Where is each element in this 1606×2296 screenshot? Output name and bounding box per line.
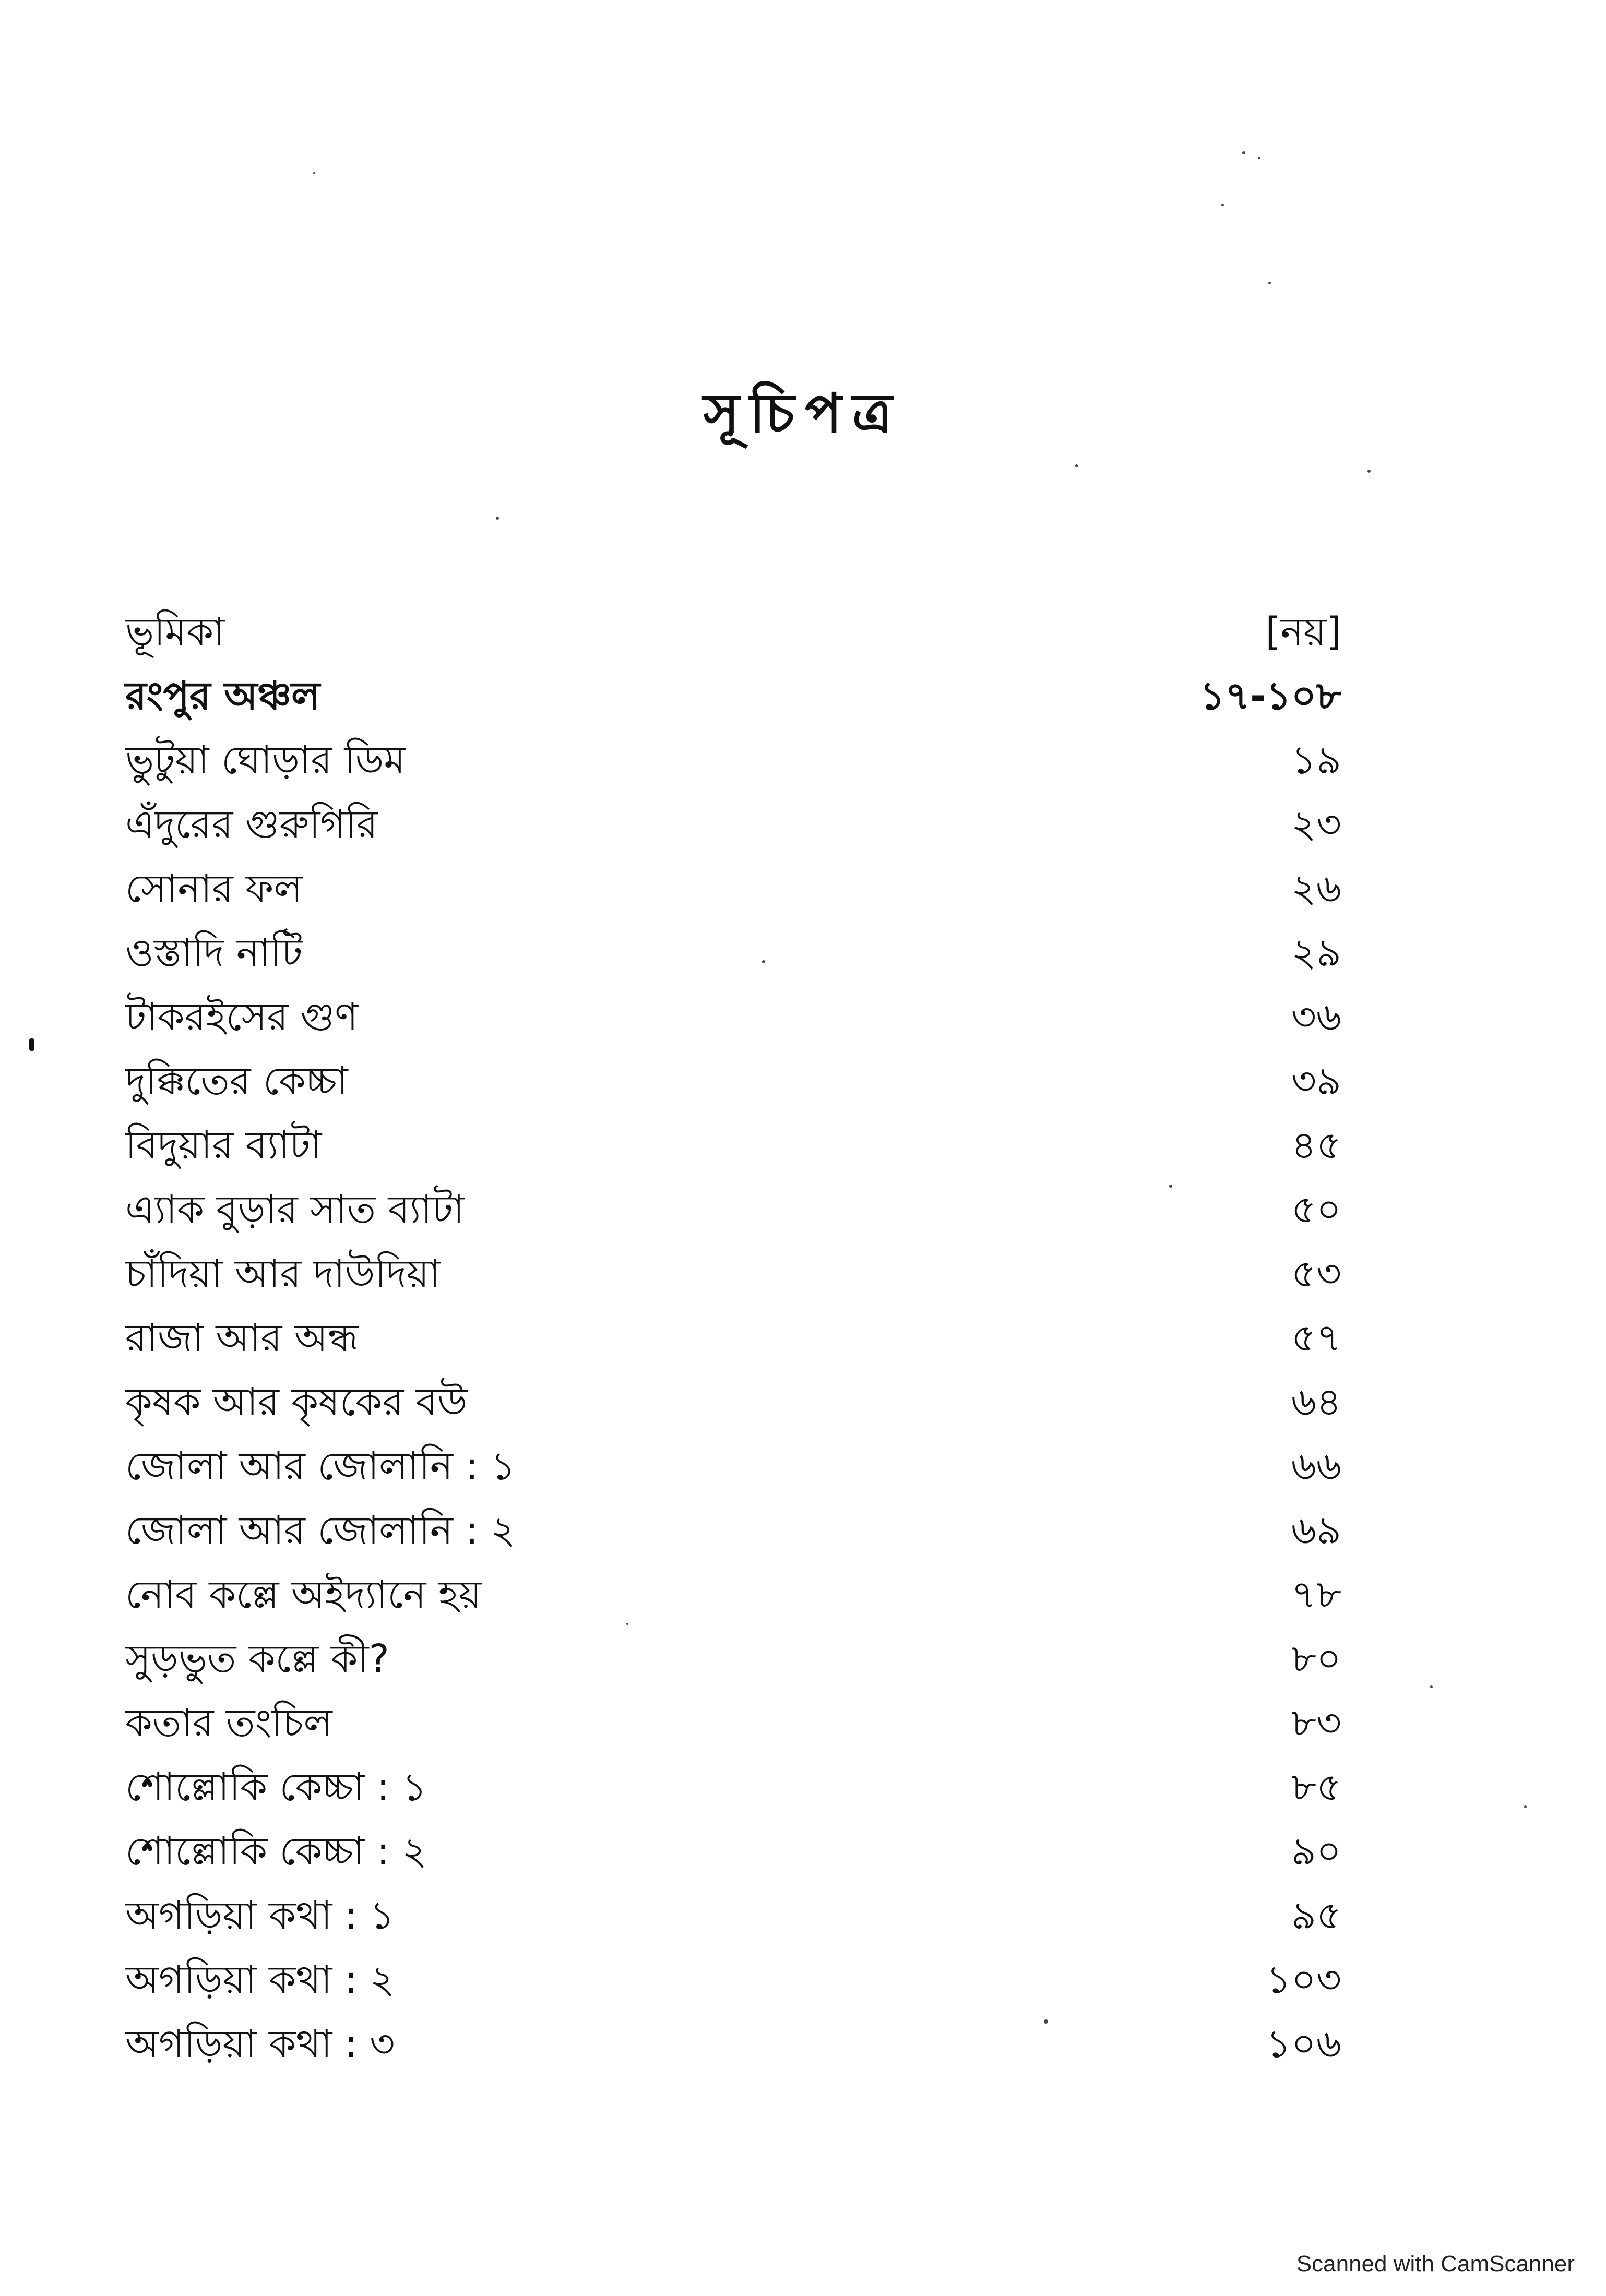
toc-entry-page: ৪৫ [1291,1123,1341,1168]
toc-entry-page: ৩৯ [1291,1059,1341,1104]
toc-entry-page: ৭৮ [1291,1572,1341,1617]
toc-entry-page: ৫৭ [1291,1316,1341,1360]
toc-entry-page: ১৯ [1291,738,1341,783]
toc-entry-title: সোনার ফল [125,866,303,911]
toc-row [125,1884,1341,1948]
toc-row [125,1948,1341,2012]
toc-entry-page: ৬৪ [1291,1380,1341,1425]
toc-entry-page: ৮০ [1291,1636,1341,1681]
toc-row [125,1049,1341,1114]
scan-speck [1268,282,1271,284]
toc-entry-title: এ্যাক বুড়ার সাত ব্যাটা [125,1187,465,1232]
toc-entry-page: ৫৩ [1291,1251,1341,1296]
toc-row [125,857,1341,921]
toc-entry-title: বিদুয়ার ব্যাটা [125,1123,322,1168]
toc-row [125,1370,1341,1434]
toc-row [125,2012,1341,2076]
toc-section-title: রংপুর অঞ্চল [125,674,320,719]
toc-entry-title: চাঁদিয়া আর দাউদিয়া [125,1251,441,1296]
toc-row [125,1691,1341,1755]
toc-entry-page: ৯০ [1291,1829,1341,1874]
toc-entry-title: জোলা আর জোলানি : ২ [125,1508,516,1553]
toc-entry-page: ১০৩ [1266,1957,1341,2002]
scan-speck [1258,157,1260,159]
toc-entry-title: শোল্লোকি কেচ্চা : ১ [125,1765,427,1810]
scan-speck [1367,470,1371,473]
toc-section-page-range: ১৭-১০৮ [1200,674,1341,719]
toc-row [125,1434,1341,1499]
toc-entry-title: অগড়িয়া কথা : ৩ [125,2022,395,2066]
toc-entry-page: ২৩ [1291,802,1341,847]
scan-speck [496,517,499,520]
toc-row [125,1563,1341,1627]
toc-entry-title: ওস্তাদি নাটি [125,930,303,975]
toc-row [125,921,1341,985]
toc-entry-page: ৯৫ [1291,1893,1341,1938]
toc-entry-page: ৩৬ [1291,995,1341,1039]
toc-entry-page: ৫০ [1291,1187,1341,1232]
scan-speck [1524,1805,1527,1808]
toc-entry-title: কতার তংচিল [125,1701,332,1745]
scanner-watermark: Scanned with CamScanner [1296,2251,1575,2277]
toc-row [125,1820,1341,1884]
toc-entry-page: ৮৩ [1291,1701,1341,1745]
toc-row [125,1242,1341,1306]
scan-speck [1221,204,1224,206]
toc-row [125,1627,1341,1691]
scan-speck [1430,1685,1433,1688]
toc-entry-title: ভুটুয়া ঘোড়ার ডিম [125,738,406,783]
toc-entry-title: নোব কল্লে অইদ্যানে হয় [125,1572,482,1617]
toc-entry-page: ৮৫ [1291,1765,1341,1810]
toc-entry-title: শোল্লোকি কেচ্চা : ২ [125,1829,427,1874]
toc-entry-page: [নয়] [1265,609,1341,654]
toc-entry-title: টাকরইসের গুণ [125,995,358,1039]
toc-row [125,985,1341,1049]
page-title: সূচিপত্র [703,380,903,445]
toc-row [125,1306,1341,1370]
toc-entry-title: জোলা আর জোলানি : ১ [125,1444,516,1489]
scan-speck [313,172,315,174]
scan-speck [1242,151,1245,154]
toc-entry-title: অগড়িয়া কথা : ১ [125,1893,395,1938]
toc-entry-title: কৃষক আর কৃষকের বউ [125,1380,468,1425]
toc-row [125,1178,1341,1242]
toc-entry-page: ৬৯ [1291,1508,1341,1553]
toc-entry-title: রাজা আর অন্ধ [125,1316,359,1360]
toc-entry-title: অগড়িয়া কথা : ২ [125,1957,395,2002]
toc-entry-page: ৬৬ [1291,1444,1341,1489]
toc-row-section-heading [125,664,1341,728]
toc-entry-title: ভূমিকা [125,609,225,654]
toc-entry-page: ২৬ [1291,866,1341,911]
toc-row [125,793,1341,857]
toc-row [125,1114,1341,1178]
toc-entry-title: দুক্কিতের কেচ্চা [125,1059,348,1104]
toc-row-introduction [125,600,1341,664]
scan-speck [1044,2019,1048,2024]
toc-row [125,1755,1341,1820]
scan-speck [626,1623,628,1625]
toc-row [125,1499,1341,1563]
scan-speck [762,960,765,963]
table-of-contents [125,600,1341,2076]
toc-entry-title: সুড়ভুত কল্লে কী? [125,1636,389,1681]
toc-entry-page: ২৯ [1291,930,1341,975]
scan-margin-mark [29,1038,34,1051]
scan-speck [1169,1185,1172,1188]
toc-entry-title: এঁদুরের গুরুগিরি [125,802,378,847]
toc-entry-page: ১০৬ [1266,2022,1341,2066]
toc-row [125,728,1341,793]
scan-speck [1075,464,1078,467]
